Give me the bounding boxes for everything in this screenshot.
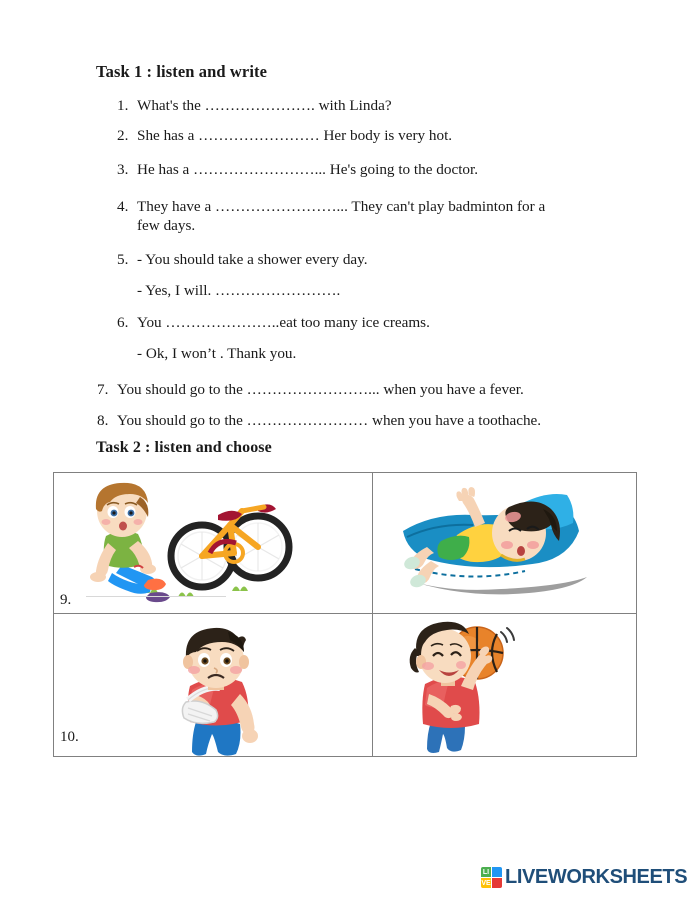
task2-cell-sick-in-bed[interactable] bbox=[372, 473, 636, 613]
question-3-number: 3. bbox=[117, 161, 129, 178]
question-2 bbox=[117, 126, 452, 145]
answer-rule-9 bbox=[86, 596, 226, 597]
task2-cell-10[interactable] bbox=[54, 613, 372, 756]
boy-fallen-off-bicycle-icon bbox=[82, 481, 312, 606]
question-8-text: You should go to the …………………… when you have a toothache. bbox=[117, 412, 542, 429]
logo-tile-red bbox=[492, 878, 502, 888]
question-4 bbox=[117, 197, 627, 235]
boy-playing-basketball-icon bbox=[395, 618, 525, 753]
question-7-text: You should go to the ……………………... when you have a fever. bbox=[117, 381, 524, 398]
question-8-number: 8. bbox=[97, 412, 109, 429]
boy-with-arm-in-sling-icon bbox=[166, 624, 276, 756]
liveworksheets-logo[interactable] bbox=[481, 866, 687, 889]
task2-picture-table bbox=[53, 472, 637, 757]
liveworksheets-logo-icon bbox=[481, 867, 502, 888]
task2-cell-9[interactable] bbox=[54, 473, 372, 613]
question-2-number: 2. bbox=[117, 127, 129, 144]
question-8 bbox=[97, 411, 541, 430]
boy-sick-lying-in-bed-icon bbox=[397, 483, 597, 608]
question-6-text: You …………………..eat too many ice creams. bbox=[137, 314, 430, 331]
cell-number-9: 9. bbox=[60, 592, 72, 608]
question-5-answer: - Yes, I will. ……………………. bbox=[137, 282, 341, 299]
logo-tile-ve: VE bbox=[481, 879, 491, 887]
question-5-number: 5. bbox=[117, 251, 129, 268]
logo-tile-blue bbox=[492, 867, 502, 877]
question-4-continuation: few days. bbox=[137, 217, 196, 234]
question-6-number: 6. bbox=[117, 314, 129, 331]
question-6-answer: - Ok, I won’t . Thank you. bbox=[137, 345, 297, 362]
task1-heading: Task 1 : listen and write bbox=[96, 62, 268, 81]
task2-heading: Task 2 : listen and choose bbox=[96, 439, 272, 456]
question-4-text: They have a ……………………... They can't play badminton for a bbox=[137, 198, 546, 215]
logo-tile-li: LI bbox=[482, 868, 490, 876]
question-5 bbox=[117, 250, 368, 269]
question-3 bbox=[117, 160, 478, 179]
question-5-text: - You should take a shower every day. bbox=[137, 251, 368, 268]
question-6 bbox=[117, 313, 430, 332]
question-1-text: What's the …………………. with Linda? bbox=[137, 97, 392, 114]
cell-number-10: 10. bbox=[60, 729, 79, 745]
question-2-text: She has a …………………… Her body is very hot. bbox=[137, 127, 453, 144]
question-7 bbox=[97, 380, 524, 399]
question-4-number: 4. bbox=[117, 198, 129, 215]
question-1-number: 1. bbox=[117, 97, 129, 114]
question-7-number: 7. bbox=[97, 381, 109, 398]
task2-cell-basketball[interactable] bbox=[372, 613, 636, 756]
liveworksheets-logo-text: LIVEWORKSHEETS bbox=[505, 866, 688, 888]
question-3-text: He has a ……………………... He's going to the doctor. bbox=[137, 161, 479, 178]
question-1 bbox=[117, 96, 392, 115]
